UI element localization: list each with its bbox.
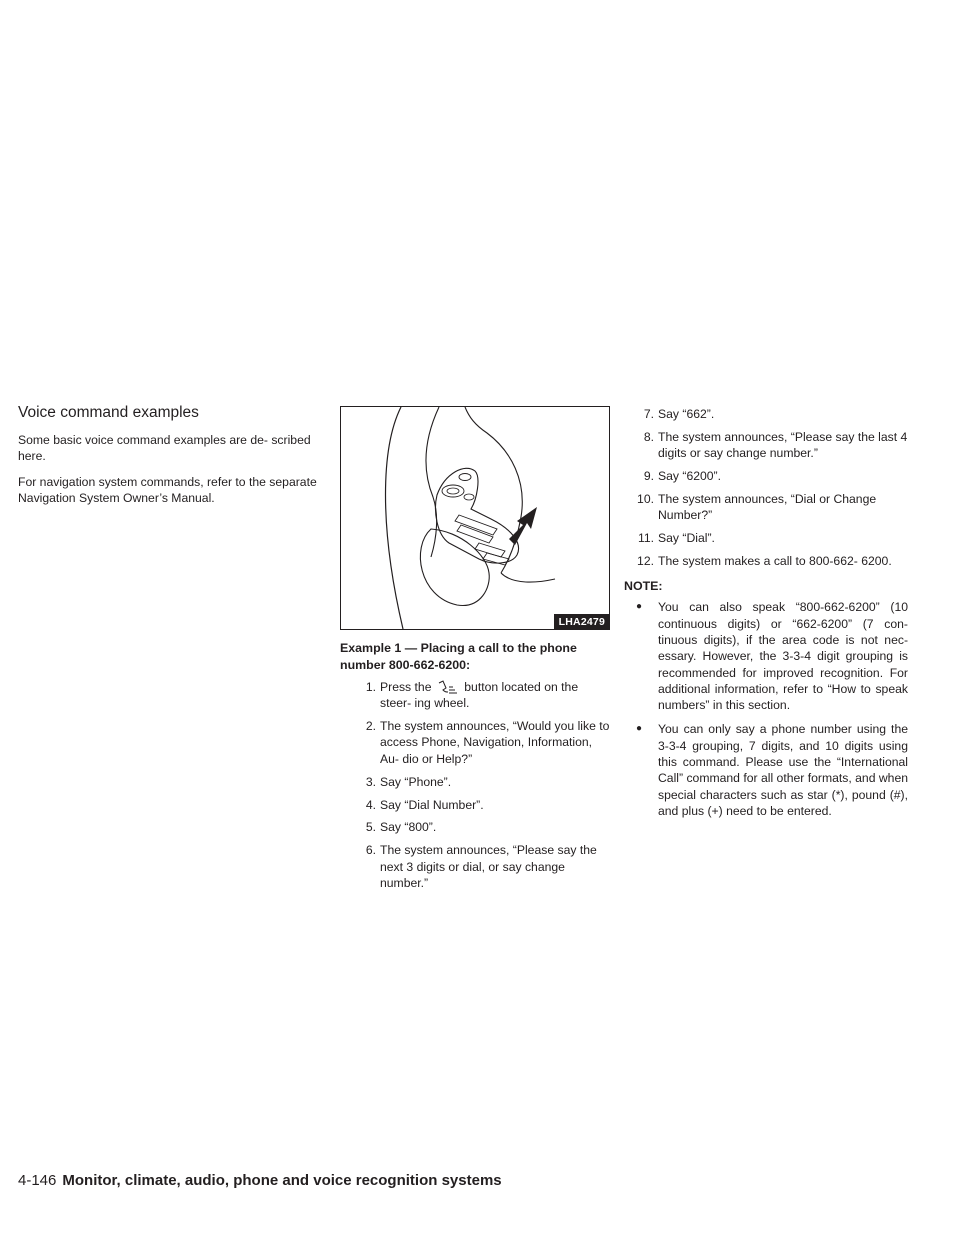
step-number: 8. <box>643 429 654 444</box>
step-number: 7. <box>643 407 654 421</box>
talk-button-icon <box>437 680 459 694</box>
example-column <box>340 406 612 898</box>
list-item <box>624 599 908 713</box>
step-number: 3. <box>365 774 376 789</box>
steps-list-part-2 <box>624 406 908 569</box>
list-item <box>340 679 612 712</box>
step-text: Say “Dial”. <box>658 531 715 546</box>
step-text: The system announces, “Please say the next 3 digits or dial, or say change number.” <box>380 843 597 890</box>
example-heading: Example 1 — Placing a call to the phone number 800-662-6200: <box>340 641 577 672</box>
list-item <box>624 468 908 484</box>
step-1-prefix: Press the <box>380 680 432 694</box>
figure-label: LHA2479 <box>554 614 609 629</box>
list-item <box>340 797 612 813</box>
list-item <box>624 429 908 462</box>
notes-list <box>624 599 908 819</box>
step-number: 12. <box>637 554 654 569</box>
navigation-reference-paragraph: For navigation system commands, refer to the separate Navigation System Owner’s Manual. <box>18 474 317 506</box>
section-title: Voice command examples <box>18 404 199 421</box>
steering-wheel-switch-illustration <box>341 407 609 629</box>
step-text: The system announces, “Dial or Change Number?” <box>658 491 877 523</box>
step-text: The system makes a call to 800-662- 6200. <box>658 554 892 569</box>
step-1-suffix: button located on the steer- ing wheel. <box>380 680 579 711</box>
step-number: 6. <box>365 843 376 858</box>
list-item <box>624 406 908 422</box>
step-text: Say “6200”. <box>658 469 722 484</box>
step-text: Say “Dial Number”. <box>380 797 484 812</box>
step-number: 5. <box>365 820 376 835</box>
step-number: 2. <box>365 719 376 734</box>
page-number: 4-146 <box>18 1172 57 1189</box>
list-item <box>624 491 908 524</box>
step-number: 1. <box>365 680 376 694</box>
intro-column <box>18 404 330 516</box>
note-text: You can only say a phone number using the 3-3-4 grouping, 7 digits, and 10 digits using this command. Please use the “International Call” command for all other formats, and when special characters such as star (*), pound (#), and plus (+) need to be entered. <box>658 722 908 818</box>
step-text: The system announces, “Would you like to access Phone, Navigation, Information, Au- dio or Help?” <box>380 719 610 766</box>
chapter-title: Monitor, climate, audio, phone and voice recognition systems <box>62 1172 502 1189</box>
step-text: Say “662”. <box>658 407 715 421</box>
intro-paragraph: Some basic voice command examples are de- scribed here. <box>18 433 311 464</box>
list-item <box>624 721 908 819</box>
list-item <box>340 774 612 790</box>
step-text: The system announces, “Please say the last 4 digits or say change number.” <box>658 429 908 461</box>
list-item <box>340 819 612 835</box>
bullet-icon: ● <box>636 723 643 735</box>
list-item <box>340 842 612 891</box>
page-footer <box>18 1172 502 1189</box>
note-heading: NOTE: <box>624 579 663 594</box>
list-item <box>340 718 612 767</box>
continuation-column <box>624 406 908 827</box>
step-number: 4. <box>365 797 376 812</box>
step-text: Say “Phone”. <box>380 774 452 789</box>
list-item <box>624 553 908 569</box>
step-number: 9. <box>643 469 654 484</box>
steering-wheel-figure <box>340 406 610 630</box>
step-number: 11. <box>637 531 654 546</box>
note-text: You can also speak “800-662-6200” (10 continuous digits) or “662-6200” (7 con- tinuous digits), if the area code is not nec- essary. However, the 3-3-4 digit grouping is recommended for improved recognition. For additional information, refer to “How to speak numbers” in this section. <box>658 600 908 713</box>
list-item <box>624 530 908 546</box>
step-number: 10. <box>637 491 654 506</box>
step-text: Say “800”. <box>380 820 437 835</box>
bullet-icon: ● <box>636 601 643 613</box>
steps-list-part-1 <box>340 679 612 891</box>
